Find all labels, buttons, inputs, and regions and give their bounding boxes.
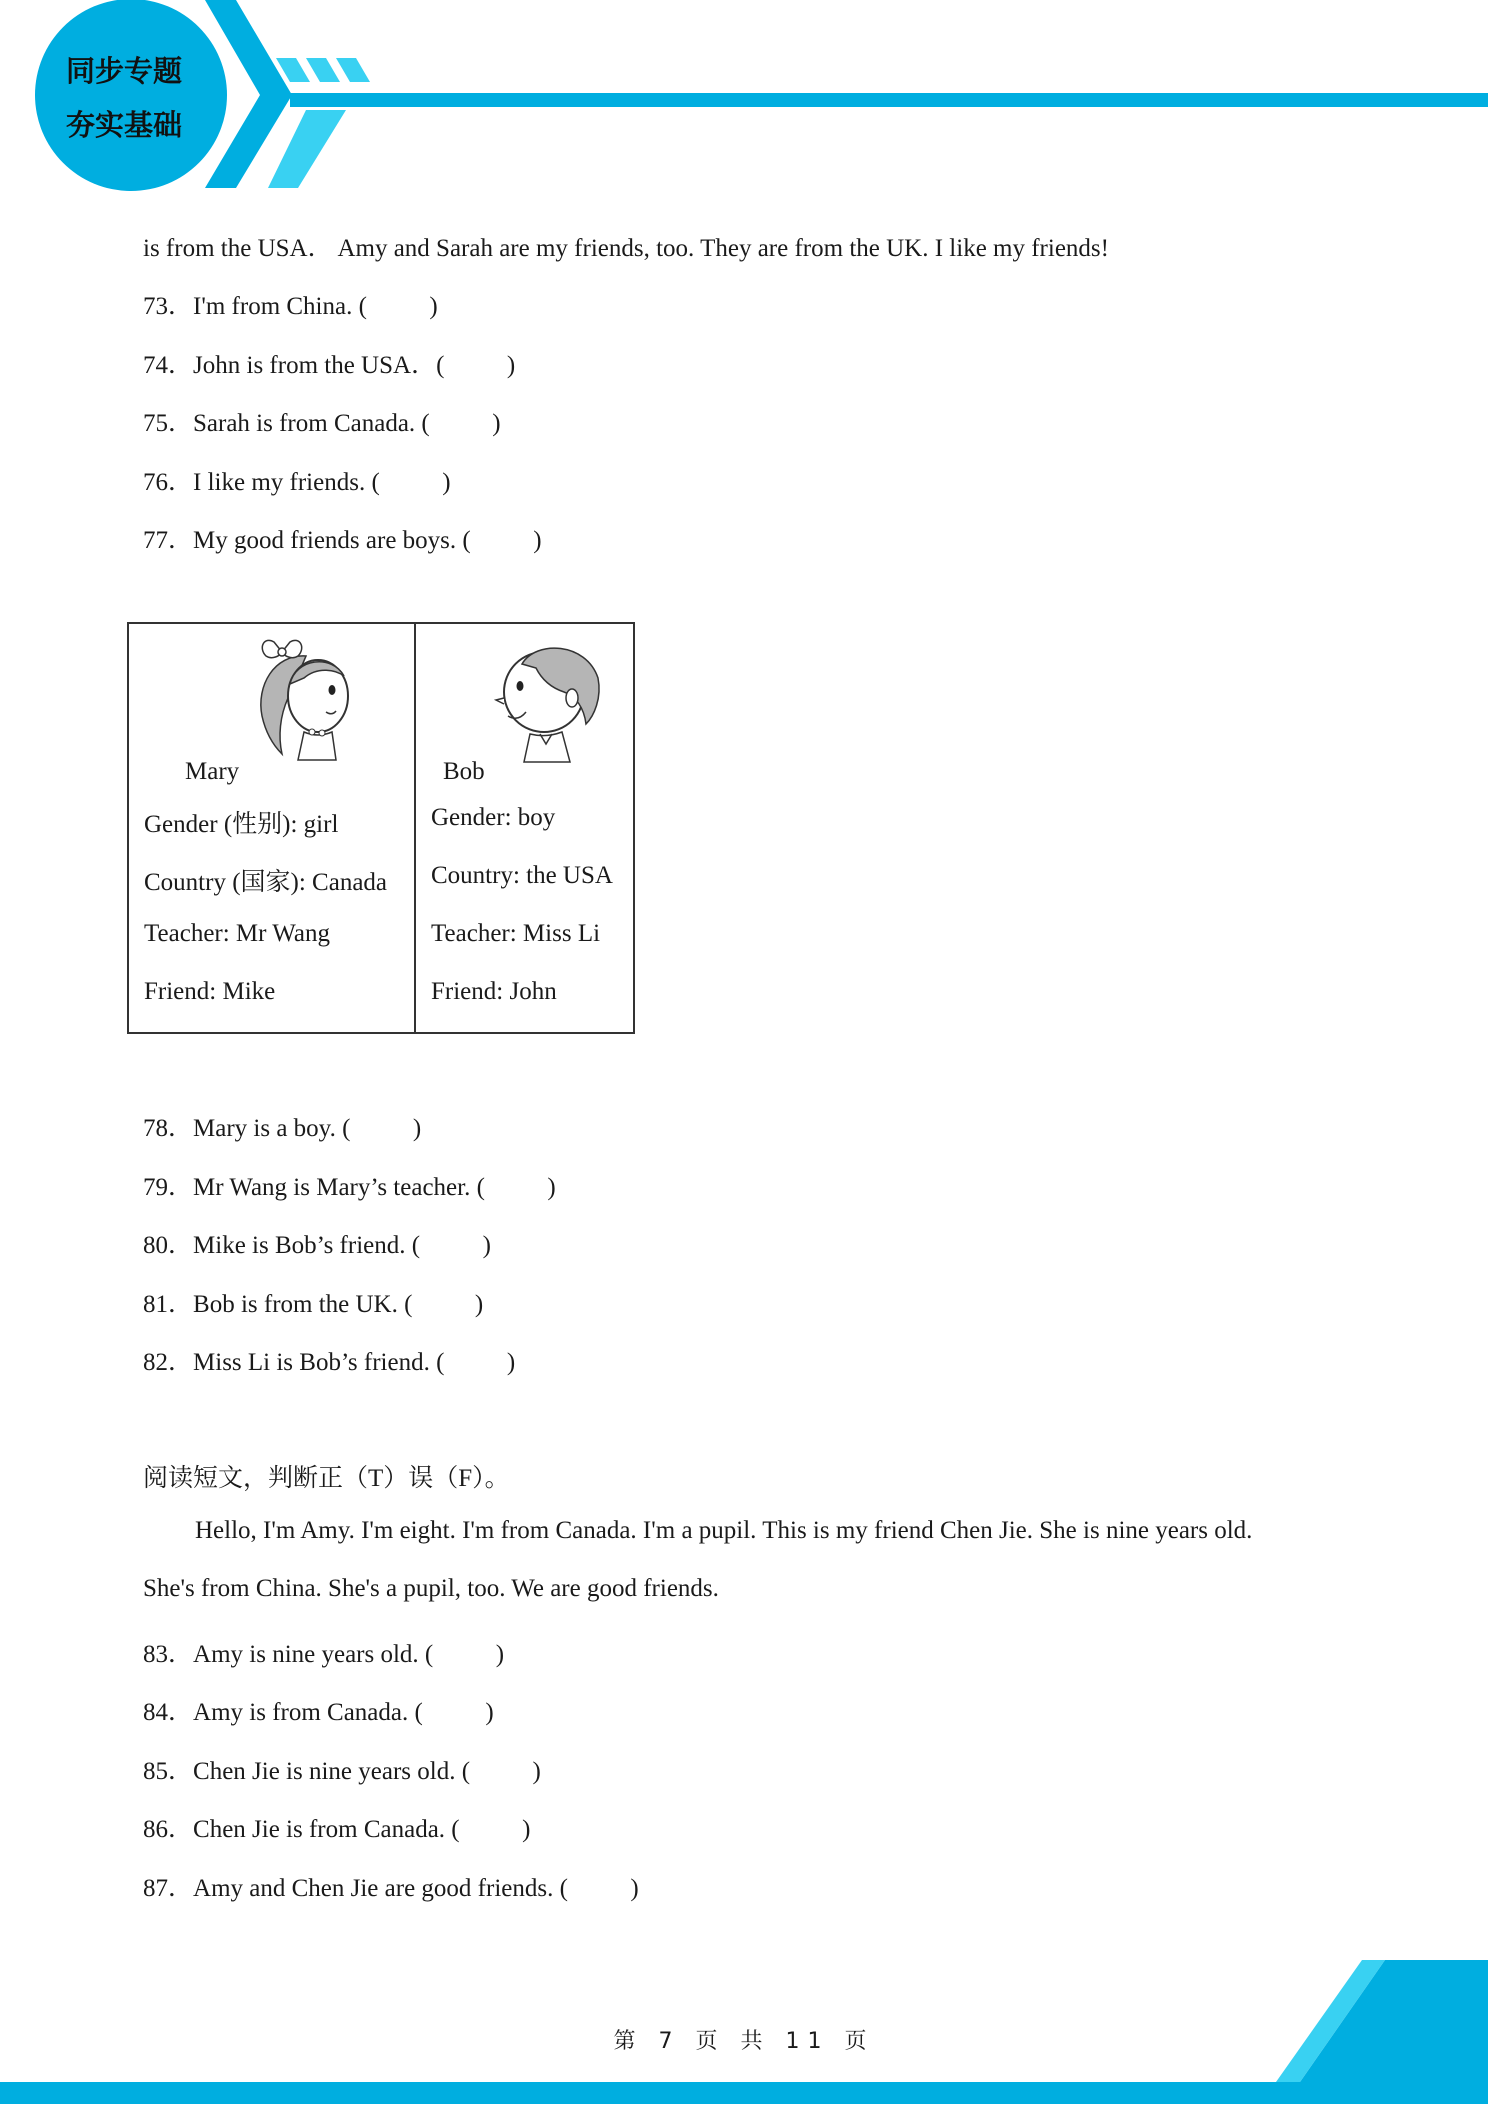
bob-friend: Friend: John: [431, 978, 557, 1005]
question-text: Mr Wang is Mary’s teacher. ( ): [193, 1174, 556, 1201]
question-number: 79．: [143, 1174, 194, 1201]
mary-gender: Gender (性别): girl: [144, 811, 339, 838]
student-name-mary: Mary: [185, 758, 240, 785]
question-73: [143, 286, 438, 322]
question-80: [143, 1225, 491, 1261]
question-number: 77．: [143, 527, 194, 554]
question-text: I'm from China. ( ): [193, 293, 438, 320]
question-79: [143, 1167, 556, 1203]
section-instruction: 阅读短文，判断正（T）误（F）。: [143, 1465, 510, 1492]
passage-2-line-2: She's from China. She's a pupil, too. We are good friends.: [143, 1575, 719, 1602]
header-banner: [0, 0, 1488, 200]
question-number: 85．: [143, 1758, 194, 1785]
badge-line-2: 夯实基础: [65, 108, 182, 142]
question-78: [143, 1108, 421, 1144]
question-77: [143, 520, 542, 556]
question-text: I like my friends. ( ): [193, 469, 451, 496]
question-number: 86．: [143, 1816, 194, 1843]
header-badge: [36, 44, 212, 152]
mary-country: Country (国家): Canada: [144, 869, 388, 896]
question-number: 87．: [143, 1875, 194, 1902]
question-74: [143, 345, 515, 381]
question-number: 84．: [143, 1699, 194, 1726]
question-84: [143, 1692, 494, 1728]
question-number: 80．: [143, 1232, 194, 1259]
mary-friend: Friend: Mike: [144, 978, 276, 1005]
question-number: 78．: [143, 1115, 194, 1142]
question-number: 83．: [143, 1641, 194, 1668]
question-text: Amy is nine years old. ( ): [193, 1641, 505, 1668]
question-text: John is from the USA．( ): [193, 352, 516, 379]
info-cell-bob: [415, 623, 634, 1033]
question-number: 75．: [143, 410, 194, 437]
girl-portrait-icon: [244, 636, 359, 761]
question-text: Chen Jie is nine years old. ( ): [193, 1758, 541, 1785]
student-name-bob: Bob: [443, 758, 485, 785]
question-text: Bob is from the UK. ( ): [193, 1291, 484, 1318]
question-86: [143, 1809, 530, 1845]
question-text: Miss Li is Bob’s friend. ( ): [193, 1349, 516, 1376]
question-75: [143, 403, 501, 439]
question-81: [143, 1284, 483, 1320]
info-table: [127, 622, 635, 1034]
bob-country: Country: the USA: [431, 862, 613, 889]
question-text: Chen Jie is from Canada. ( ): [193, 1816, 531, 1843]
bob-gender: Gender: boy: [431, 804, 556, 831]
question-text: Sarah is from Canada. ( ): [193, 410, 501, 437]
question-text: Amy and Chen Jie are good friends. ( ): [193, 1875, 639, 1902]
question-83: [143, 1634, 504, 1670]
question-number: 76．: [143, 469, 194, 496]
question-number: 74．: [143, 352, 194, 379]
question-text: Mary is a boy. ( ): [193, 1115, 422, 1142]
mary-teacher: Teacher: Mr Wang: [144, 920, 330, 947]
question-82: [143, 1342, 515, 1378]
question-text: Mike is Bob’s friend. ( ): [193, 1232, 491, 1259]
badge-line-1: 同步专题: [65, 54, 182, 88]
question-87: [143, 1868, 639, 1904]
passage-2-line-1: Hello, I'm Amy. I'm eight. I'm from Canada. I'm a pupil. This is my friend Chen Jie. She is nine years old.: [195, 1517, 1253, 1544]
question-76: [143, 462, 451, 498]
boy-portrait-icon: [486, 638, 606, 763]
question-number: 82．: [143, 1349, 194, 1376]
question-85: [143, 1751, 541, 1787]
passage-1-tail: is from the USA． Amy and Sarah are my friends, too. They are from the UK. I like my friends!: [143, 235, 1109, 262]
info-cell-mary: [128, 623, 415, 1033]
question-number: 73．: [143, 293, 194, 320]
question-text: Amy is from Canada. ( ): [193, 1699, 494, 1726]
question-text: My good friends are boys. ( ): [193, 527, 542, 554]
page-number: 第 7 页 共 11 页: [613, 2029, 875, 2054]
question-number: 81．: [143, 1291, 194, 1318]
bob-teacher: Teacher: Miss Li: [431, 920, 601, 947]
